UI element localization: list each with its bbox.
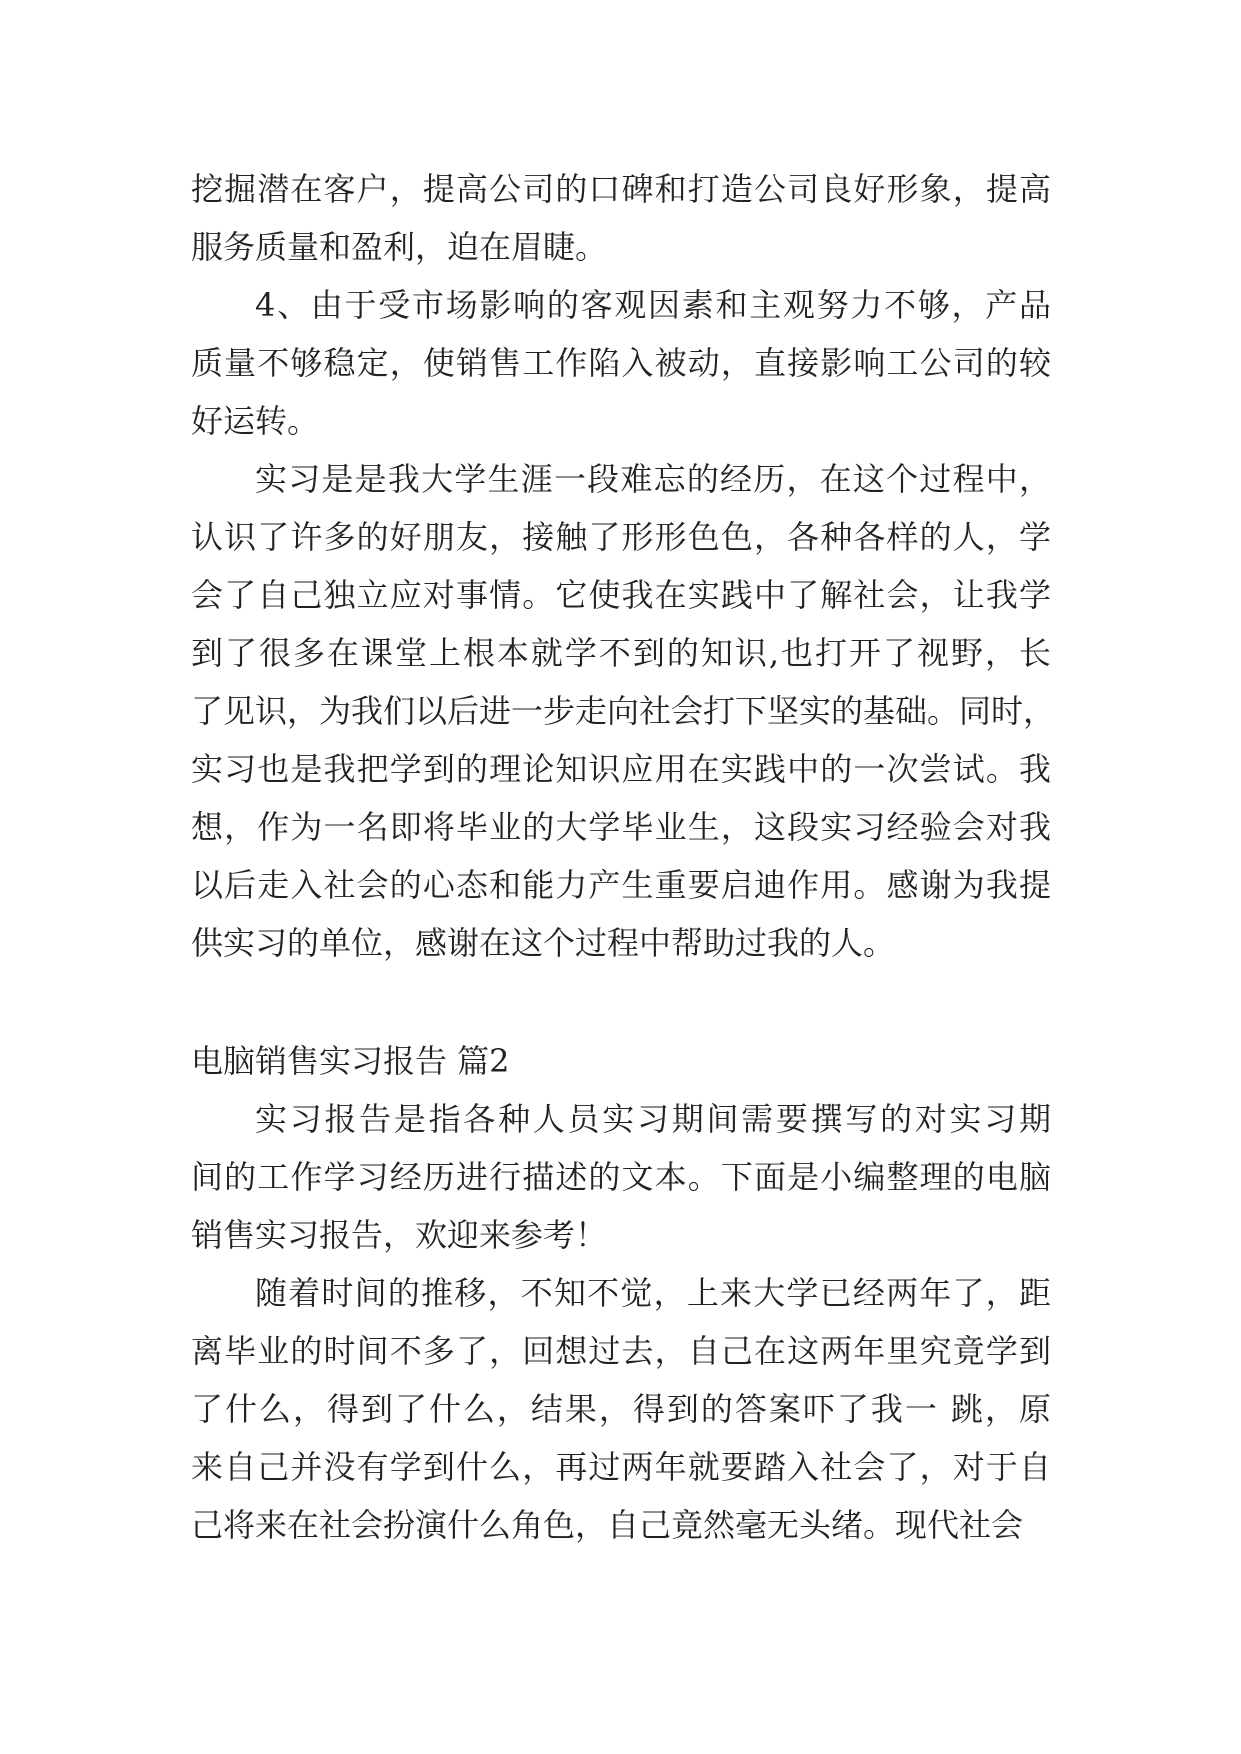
paragraph-line: 服务质量和盈利，迫在眉睫。 <box>191 228 608 266</box>
paragraph-line: 实习报告是指各种人员实习期间需要撰写的对实习期 <box>255 1100 1051 1138</box>
paragraphs-before-heading <box>191 160 1056 972</box>
paragraph-line: 以后走入社会的心态和能力产生重要启迪作用。感谢为我提 <box>191 866 1051 904</box>
paragraph-p1 <box>191 160 1051 276</box>
paragraph-line: 随着时间的推移，不知不觉，上来大学已经两年了，距 <box>255 1274 1051 1312</box>
paragraph-line: 己将来在社会扮演什么角色，自己竟然毫无头绪。现代社会 <box>191 1506 1024 1544</box>
paragraph-line: 了什么，得到了什么，结果，得到的答案吓了我一 跳，原 <box>191 1390 1051 1428</box>
paragraph-line: 会了自己独立应对事情。它使我在实践中了解社会，让我学 <box>191 576 1051 614</box>
paragraph-line: 到了很多在课堂上根本就学不到的知识,也打开了视野，长 <box>191 634 1051 672</box>
paragraph-line: 挖掘潜在客户，提高公司的口碑和打造公司良好形象，提高 <box>191 170 1051 208</box>
paragraph-p2 <box>191 276 1051 450</box>
section-heading: 电脑销售实习报告 篇2 <box>191 1042 510 1080</box>
document-body <box>191 160 1056 1554</box>
paragraph-line: 销售实习报告，欢迎来参考！ <box>191 1216 608 1254</box>
paragraph-line: 想，作为一名即将毕业的大学毕业生，这段实习经验会对我 <box>191 808 1051 846</box>
paragraph-line: 认识了许多的好朋友，接触了形形色色，各种各样的人，学 <box>191 518 1051 556</box>
paragraph-line: 实习是是我大学生涯一段难忘的经历，在这个过程中， <box>255 460 1051 498</box>
paragraph-line: 4、由于受市场影响的客观因素和主观努力不够，产品 <box>255 286 1051 324</box>
paragraphs-after-heading <box>191 1090 1051 1554</box>
paragraph-line: 来自己并没有学到什么，再过两年就要踏入社会了，对于自 <box>191 1448 1051 1486</box>
paragraph-line: 质量不够稳定，使销售工作陷入被动，直接影响工公司的较 <box>191 344 1051 382</box>
paragraph-p4 <box>191 1090 1051 1264</box>
paragraph-p5 <box>191 1264 1051 1554</box>
paragraph-line: 供实习的单位，感谢在这个过程中帮助过我的人。 <box>191 924 896 962</box>
paragraph-line: 离毕业的时间不多了，回想过去，自己在这两年里究竟学到 <box>191 1332 1051 1370</box>
paragraph-line: 了见识，为我们以后进一步走向社会打下坚实的基础。同时， <box>191 692 1056 730</box>
paragraph-line: 实习也是我把学到的理论知识应用在实践中的一次尝试。我 <box>191 750 1051 788</box>
paragraph-line: 好运转。 <box>191 402 320 440</box>
paragraph-line: 间的工作学习经历进行描述的文本。下面是小编整理的电脑 <box>191 1158 1051 1196</box>
paragraph-p3 <box>191 450 1056 972</box>
